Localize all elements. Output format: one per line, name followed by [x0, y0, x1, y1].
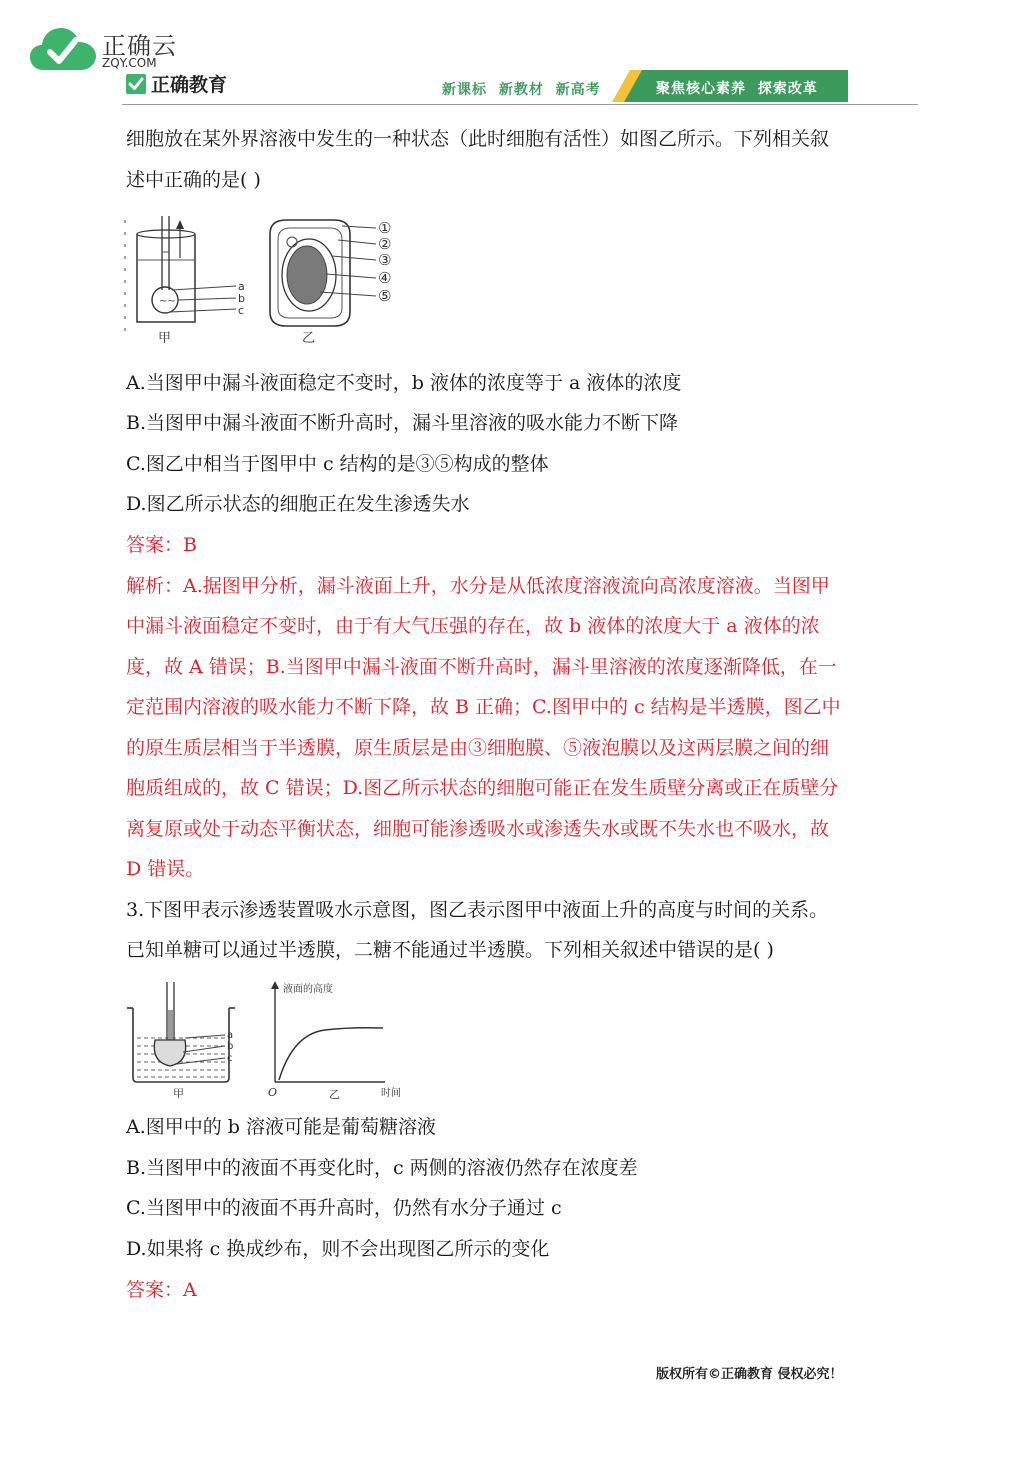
q2-fig-tag-5: ⑤	[378, 287, 392, 305]
q3-stem-line-1: 3.下图甲表示渗透装置吸水示意图，图乙表示图甲中液面上升的高度与时间的关系。	[126, 899, 829, 921]
q3-option-d: D.如果将 c 换成纱布，则不会出现图乙所示的变化	[126, 1238, 550, 1260]
q3-stem-line-2: 已知单糖可以通过半透膜，二糖不能通过半透膜。下列相关叙述中错误的是( )	[126, 939, 774, 961]
q2-analysis-line-3: 度，故 A 错误；B.当图甲中漏斗液面不断升高时，漏斗里溶液的浓度逐渐降低，在一	[126, 656, 837, 678]
q3-option-b: B.当图甲中的液面不再变化时，c 两侧的溶液仍然存在浓度差	[126, 1157, 638, 1179]
q3-fig-label-yi: 乙	[329, 1088, 340, 1100]
q3-fig-label-jia: 甲	[173, 1087, 184, 1100]
svg-text:~~: ~~	[159, 296, 176, 307]
q2-stem-line-1: 细胞放在某外界溶液中发生的一种状态（此时细胞有活性）如图乙所示。下列相关叙	[126, 128, 830, 150]
cloud-check-icon	[30, 26, 96, 72]
q2-analysis-line-1: 解析：A.据图甲分析，漏斗液面上升，水分是从低浓度溶液流向高浓度溶液。当图甲	[126, 575, 830, 597]
q3-graph-ylabel: 液面的高度	[283, 984, 333, 995]
q3-fig-tag-c: c	[227, 1053, 233, 1064]
logo-title-en: ZQY.COM	[102, 56, 157, 70]
q2-analysis-line-5: 的原生质层相当于半透膜，原生质层是由③细胞膜、⑤液泡膜以及这两层膜之间的细	[126, 737, 830, 759]
q2-fig-label-yi: 乙	[302, 331, 316, 346]
q2-fig-tag-4: ④	[378, 269, 392, 287]
brand-mark	[125, 70, 227, 97]
q2-fig-tag-2: ②	[378, 235, 392, 253]
q2-answer: 答案：B	[126, 534, 197, 556]
logo-title-cn: 正确云	[102, 32, 177, 60]
site-logo	[30, 22, 180, 74]
q2-analysis-line-2: 中漏斗液面稳定不变时，由于有大气压强的存在，故 b 液体的浓度大于 a 液体的浓	[126, 615, 820, 637]
q2-fig-tag-a: a	[238, 280, 245, 293]
q3-answer: 答案：A	[126, 1279, 197, 1301]
q2-fig-label-jia: 甲	[158, 331, 172, 346]
q2-figure	[120, 212, 410, 347]
q2-stem-line-2: 述中正确的是( )	[126, 169, 261, 191]
q3-fig-tag-b: b	[227, 1041, 234, 1052]
q2-fig-tag-c: c	[238, 304, 245, 317]
q3-fig-tag-a: a	[227, 1030, 234, 1041]
q2-analysis-line-6: 胞质组成的，故 C 错误；D.图乙所示状态的细胞可能正在发生质壁分离或正在质壁分	[126, 777, 839, 799]
checkbox-icon	[125, 73, 147, 95]
header-slogan-left: 新课标 新教材 新高考	[442, 82, 601, 98]
header-divider	[122, 104, 918, 105]
q2-option-a: A.当图甲中漏斗液面稳定不变时，b 液体的浓度等于 a 液体的浓度	[126, 372, 682, 394]
header-slogan-right: 聚焦核心素养 探索改革	[656, 81, 818, 97]
q2-option-d: D.图乙所示状态的细胞正在发生渗透失水	[126, 493, 470, 515]
q2-analysis-line-4: 定范围内溶液的吸水能力不断下降，故 B 正确；C.图甲中的 c 结构是半透膜，图乙中	[126, 696, 841, 718]
q3-option-c: C.当图甲中的液面不再升高时，仍然有水分子通过 c	[126, 1197, 562, 1219]
q3-figure	[125, 980, 420, 1100]
q2-analysis-line-8: D 错误。	[126, 858, 205, 880]
q2-fig-tag-3: ③	[378, 251, 392, 269]
q3-option-a: A.图甲中的 b 溶液可能是葡萄糖溶液	[126, 1116, 437, 1138]
q2-fig-tag-1: ①	[378, 219, 392, 237]
copyright-notice: 版权所有©正确教育 侵权必究！	[656, 1367, 843, 1382]
q3-graph-origin: O	[268, 1086, 278, 1099]
q2-option-b: B.当图甲中漏斗液面不断升高时，漏斗里溶液的吸水能力不断下降	[126, 412, 679, 434]
q2-option-c: C.图乙中相当于图甲中 c 结构的是③⑤构成的整体	[126, 453, 549, 475]
q3-graph-xlabel: 时间	[381, 1088, 401, 1099]
brand-name: 正确教育	[151, 74, 228, 96]
q2-analysis-line-7: 离复原或处于动态平衡状态，细胞可能渗透吸水或渗透失水或既不失水也不吸水，故	[126, 818, 830, 840]
q2-fig-tag-b: b	[238, 292, 245, 305]
